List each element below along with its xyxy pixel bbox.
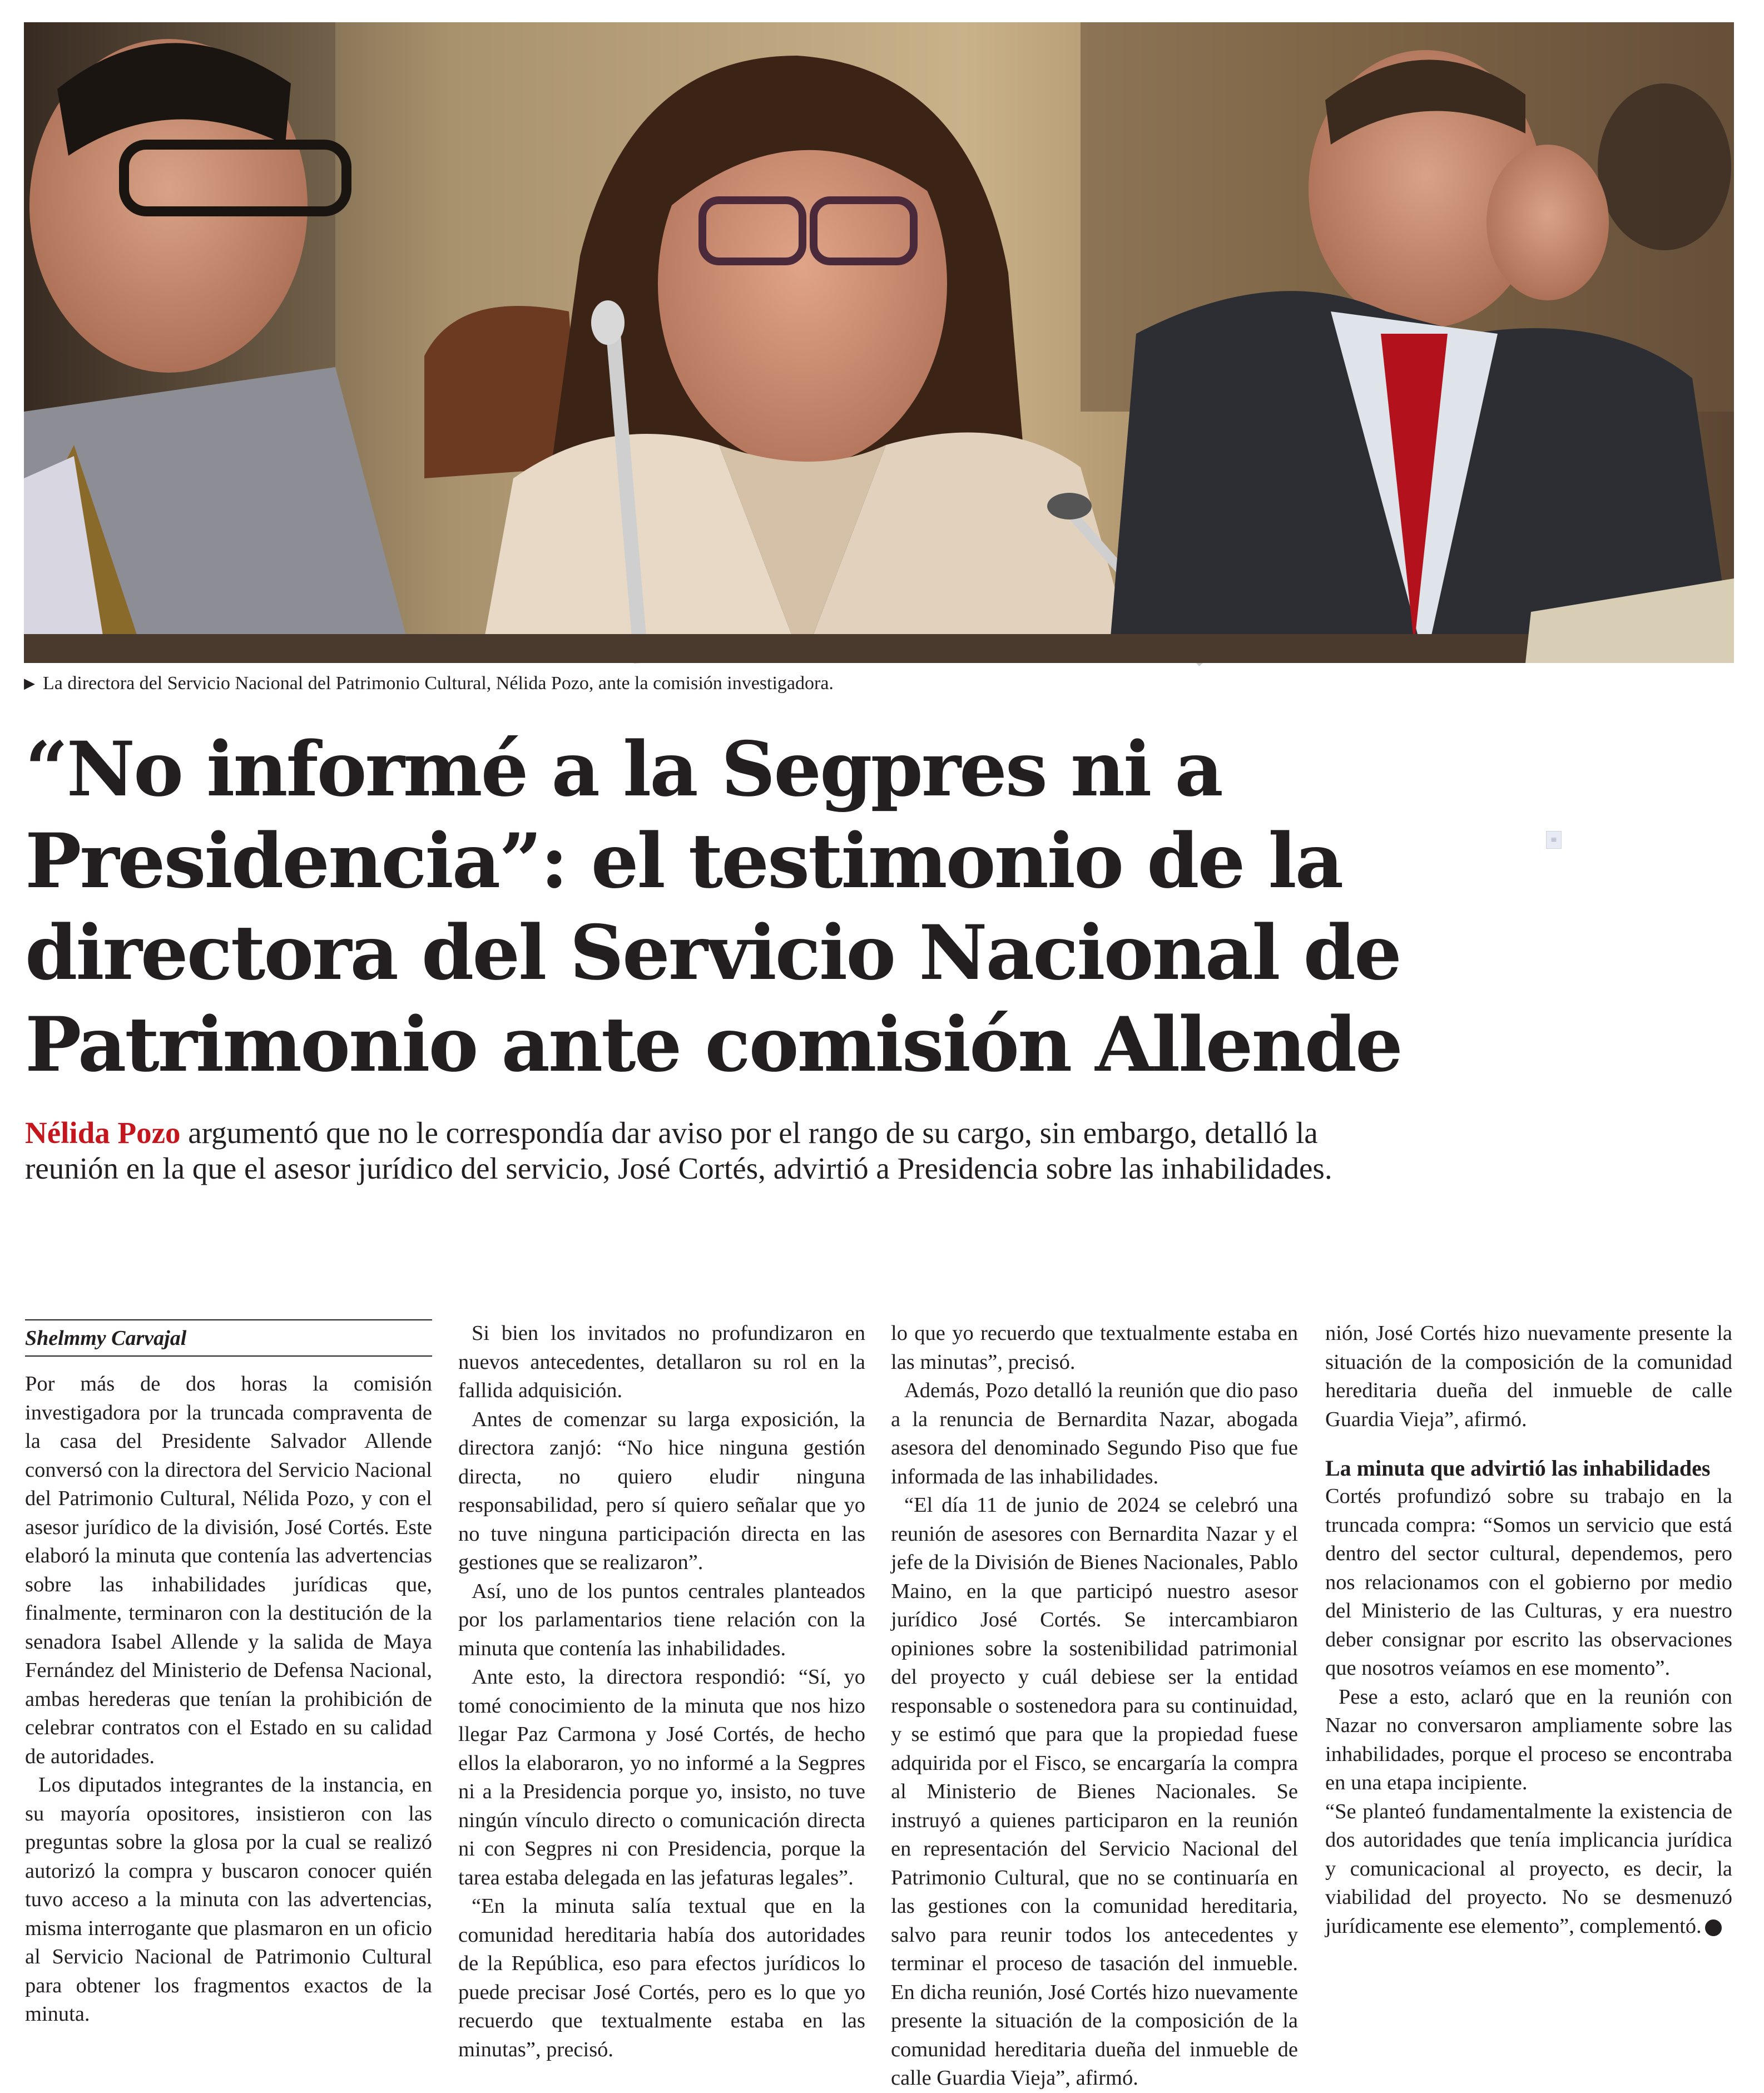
subhead: La minuta que advirtió las inhabilidades	[1325, 1456, 1711, 1481]
caption-marker-icon: ▶	[24, 675, 35, 691]
lead-name: Nélida Pozo	[25, 1116, 181, 1150]
headline-line: directora del Servicio Nacional de	[25, 908, 1400, 997]
lead-paragraph	[25, 1115, 1738, 1186]
spacer	[1325, 1434, 1732, 1454]
body-paragraph: Antes de comenzar su larga exposición, la directora zanjó: “No hice ninguna gestión directa, no quiero eludir ninguna responsabilidad, pero sí quiero señalar que yo no tuve ninguna participación directa en las gestiones que se realizaron”.	[458, 1407, 865, 1574]
body-paragraph: “El día 11 de junio de 2024 se celebró una reunión de asesores con Bernardita Nazar y el jefe de la División de Bienes Nacionales, Pablo Maino, en la que participó nuestro asesor jurídico José Cortés. Se intercambiaron opiniones sobre la sostenibilidad patrimonial del proyecto y cuál debiese ser la entidad responsable o sostenedora para su continuidad, y se estimó que para que la propiedad fuese adquirida por el Fisco, se encargaría la compra al Ministerio de Bienes Nacionales. Se instruyó a quienes participaron en la reunión en representación del Servicio Nacional del Patrimonio Cultural, que no se continuaría en las gestiones con la comunidad hereditaria, salvo para reunir todos los antecedentes y terminar el proceso de tasación del inmueble. En dicha reunión, José Cortés hizo nuevamente presente la situación de la composición de la comunidad hereditaria dueña del inmueble de calle Guardia Vieja”, afirmó.	[891, 1493, 1298, 2090]
lead-line: reunión en la que el asesor jurídico del servicio, José Cortés, advirtió a Presidencia sobre las inhabilidades.	[25, 1151, 1332, 1185]
lead-text: argumentó que no le correspondía dar aviso por el rango de su cargo, sin embargo, detalló la	[180, 1116, 1318, 1150]
end-mark-icon	[1705, 1919, 1722, 1936]
column-3	[891, 1319, 1298, 2090]
body-paragraph: Así, uno de los puntos centrales planteados por los parlamentarios tiene relación con la minuta que contenía las inhabilidades.	[458, 1579, 865, 1660]
article-photo	[24, 22, 1734, 663]
caption-text: La directora del Servicio Nacional del Patrimonio Cultural, Nélida Pozo, ante la comisión investigadora.	[43, 673, 834, 694]
body-paragraph: Si bien los invitados no profundizaron en nuevos antecedentes, detallaron su rol en la fallida adquisición.	[458, 1322, 865, 1402]
body-paragraph: Los diputados integrantes de la instancia, en su mayoría opositores, insistieron con las preguntas sobre la glosa por la cual se realizó autorizó la compra y buscaron conocer quién tuvo acceso a la minuta con las advertencias, misma interrogante que plasmaron en un oficio al Servicio Nacional de Patrimonio Cultural para obtener los fragmentos exactos de la minuta.	[25, 1773, 432, 2026]
body-paragraph: Por más de dos horas la comisión investigadora por la truncada compraventa de la casa del Presidente Salvador Allende conversó con la directora del Servicio Nacional del Patrimonio Cultural, Nélida Pozo, y con el asesor jurídico de la división, José Cortés. Este elaboró la minuta que contenía las advertencias sobre las inhabilidades jurídicas que, finalmente, terminaron con la destitución de la senadora Isabel Allende y la salida de Maya Fernández del Ministerio de Defensa Nacional, ambas herederas que tenían la prohibición de celebrar contratos con el Estado en su calidad de autoridades.	[25, 1372, 432, 1768]
headline	[25, 723, 1693, 1090]
byline: Shelmmy Carvajal	[25, 1327, 187, 1350]
lead-line	[25, 1115, 1738, 1151]
body-paragraph: Cortés profundizó sobre su trabajo en la truncada compra: “Somos un servicio que está dentro del sector cultural, dependemos, pero nos relacionamos con el gobierno por medio del Ministerio de las Culturas, y era nuestro deber consignar por escrito las observaciones que nosotros veíamos en ese momento”.	[1325, 1485, 1732, 1680]
body-paragraph: Pese a esto, aclaró que en la reunión con Nazar no conversaron ampliamente sobre las inhabilidades, porque el proceso se encontraba en una etapa incipiente.	[1325, 1685, 1732, 1794]
byline-rule	[25, 1319, 432, 1320]
body-paragraph-continued: lo que yo recuerdo que textualmente estaba en las minutas”, precisó.	[891, 1322, 1298, 1374]
column-2	[458, 1319, 865, 2061]
body-paragraph: Además, Pozo detalló la reunión que dio paso a la renuncia de Bernardita Nazar, abogada asesora del denominado Segundo Piso que fue informada de las inhabilidades.	[891, 1379, 1298, 1488]
photo-caption	[24, 673, 1692, 694]
body-paragraph	[1325, 1798, 1732, 1941]
body-paragraph: “En la minuta salía textual que en la comunidad hereditaria había dos autoridades de la República, eso para efectos jurídicos lo puede precisar José Cortés, pero es lo que yo recuerdo que textualmente estaba en las minutas”, precisó.	[458, 1894, 865, 2061]
note-icon: ≡	[1546, 831, 1562, 849]
headline-line: Patrimonio ante comisión Allende	[25, 1000, 1401, 1088]
column-1	[25, 1370, 432, 2029]
column-4	[1325, 1319, 1732, 1941]
body-paragraph: Ante esto, la directora respondió: “Sí, yo tomé conocimiento de la minuta que nos hizo llegar Paz Carmona y José Cortés, de hecho ellos la elaboraron, yo no informé a la Segpres ni a la Presidencia porque yo, insisto, no tuve ningún vínculo directo o comunicación directa ni con Segpres ni con Presidencia, porque la tarea estaba delegada en las jefaturas legales”.	[458, 1665, 865, 1889]
body-paragraph-continued: nión, José Cortés hizo nuevamente presente la situación de la composición de la comunidad hereditaria dueña del inmueble de calle Guardia Vieja”, afirmó.	[1325, 1322, 1732, 1431]
headline-line: “No informé a la Segpres ni a	[25, 725, 1222, 813]
byline-rule	[25, 1355, 432, 1357]
headline-line: Presidencia”: el testimonio de la	[25, 817, 1342, 905]
body-paragraph-text: “Se planteó fundamentalmente la existencia de dos autoridades que tenía implicancia jurídica y comunicacional al proyecto, es decir, la viabilidad del proyecto. No se desmenuzó jurídicamente ese elemento”, complementó.	[1325, 1799, 1732, 1938]
